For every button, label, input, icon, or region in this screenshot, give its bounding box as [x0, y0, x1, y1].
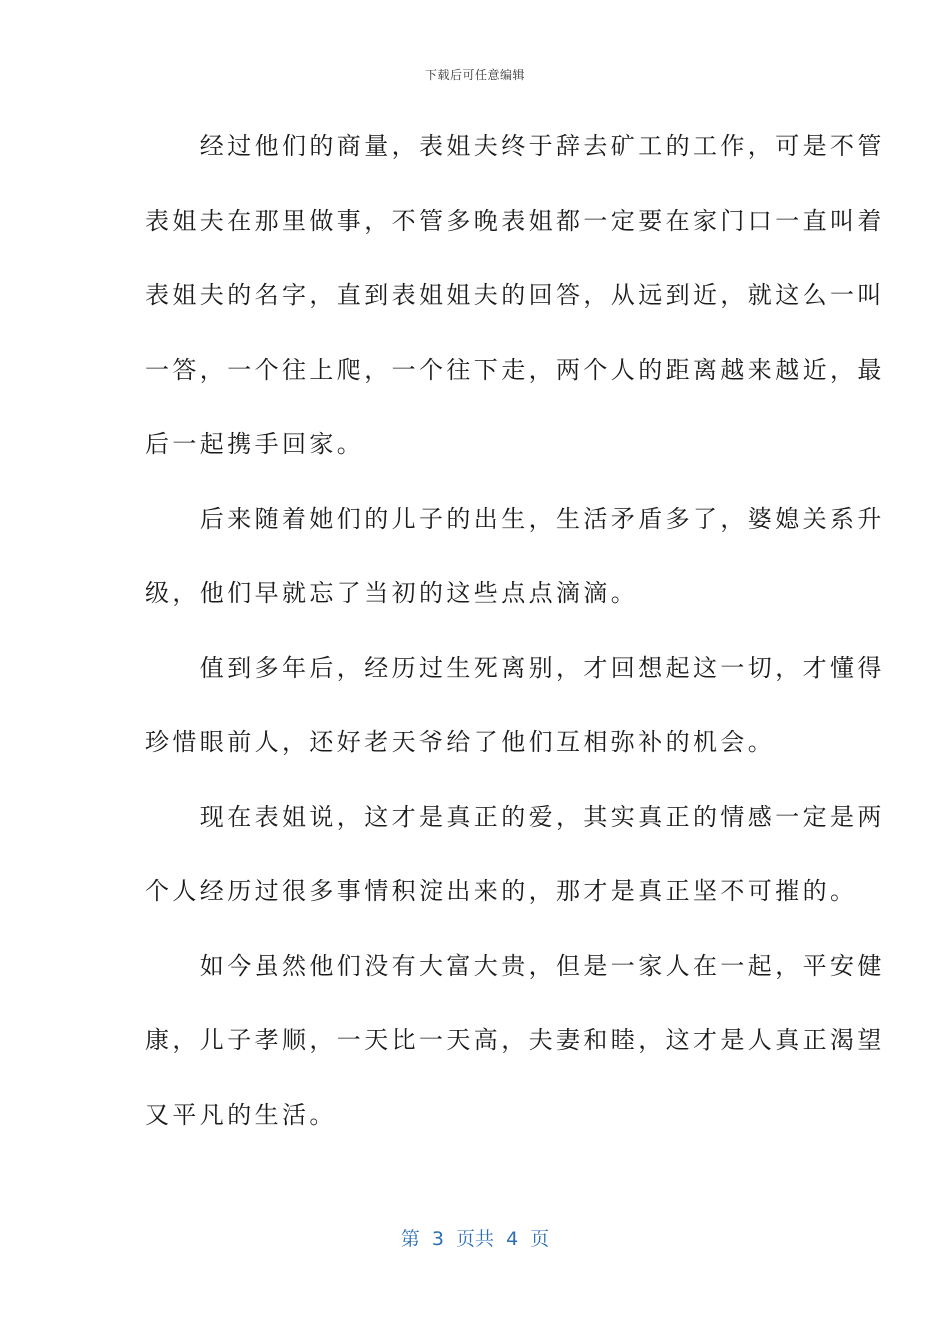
body-line: 值到多年后，经历过生死离别，才回想起这一切，才懂得: [145, 653, 885, 682]
document-body: [145, 120, 885, 1163]
body-line: 表姐夫在那里做事，不管多晚表姐都一定要在家门口一直叫着: [145, 206, 885, 235]
page-header: 下载后可任意编辑: [424, 68, 525, 82]
body-line: 经过他们的商量，表姐夫终于辞去矿工的工作，可是不管: [145, 132, 885, 160]
body-line: 珍惜眼前人，还好老天爷给了他们互相弥补的机会。: [145, 728, 776, 756]
body-line: 又平凡的生活。: [145, 1100, 337, 1129]
body-line: 表姐夫的名字，直到表姐姐夫的回答，从远到近，就这么一叫: [145, 281, 885, 309]
body-line: 后一起携手回家。: [145, 430, 365, 458]
body-line: 后来随着她们的儿子的出生，生活矛盾多了，婆媳关系升: [145, 504, 885, 533]
body-line: 级，他们早就忘了当初的这些点点滴滴。: [145, 579, 639, 607]
body-line: 个人经历过很多事情积淀出来的，那才是真正坚不可摧的。: [145, 877, 858, 905]
body-line: 现在表姐说，这才是真正的爱，其实真正的情感一定是两: [145, 802, 885, 831]
page-number-footer: 第 3 页共 4 页: [400, 1228, 550, 1250]
body-line: 如今虽然他们没有大富大贵，但是一家人在一起，平安健: [145, 951, 885, 980]
body-line: 康，儿子孝顺，一天比一天高，夫妻和睦，这才是人真正渴望: [145, 1026, 885, 1054]
body-line: 一答，一个往上爬，一个往下走，两个人的距离越来越近，最: [145, 355, 885, 384]
